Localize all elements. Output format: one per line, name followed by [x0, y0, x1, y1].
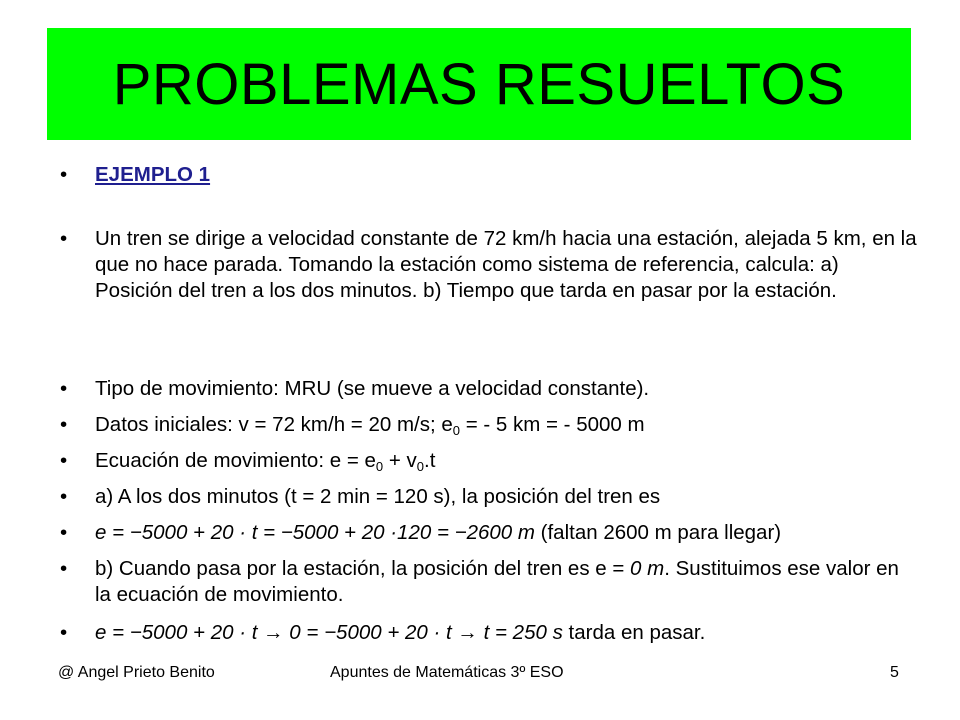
bullet-parte-b	[60, 556, 920, 608]
example-heading: EJEMPLO 1	[95, 163, 211, 186]
bullet-dot: •	[60, 557, 68, 580]
bullet-dot: •	[60, 163, 68, 186]
part-a-text: a) A los dos minutos (t = 2 min = 120 s), la posición del tren es	[95, 485, 661, 508]
bullet-dot: •	[60, 621, 68, 644]
problem-statement: Un tren se dirige a velocidad constante de 72 km/h hacia una estación, alejada 5 km, en la que no hace parada. Tomando la estación como sistema de referencia, calcula: a) Posición del tren a los dos minutos. b) Tiempo que tarda en pasar por la estación.	[95, 227, 917, 302]
bullet-heading	[60, 162, 920, 188]
initial-data: Datos iniciales: v = 72 km/h = 20 m/s; $e_0$ = - 5 km = - 5000 m	[95, 413, 645, 438]
part-b-calculation: e = −5000 + 20 · t → 0 = −5000 + 20 · t → t = 250 s tarda en pasar.	[95, 621, 706, 644]
bullet-parte-a	[60, 484, 920, 510]
movement-type: Tipo de movimiento: MRU (se mueve a velocidad constante).	[95, 377, 650, 400]
footer-page-number: 5	[890, 664, 899, 681]
bullet-ecuacion	[60, 448, 920, 474]
bullet-dot: •	[60, 521, 68, 544]
footer-course: Apuntes de Matemáticas 3º ESO	[330, 664, 564, 681]
motion-equation: Ecuación de movimiento: $e = e_0 + v_0.t$	[95, 449, 436, 474]
footer-author: @ Angel Prieto Benito	[58, 664, 215, 681]
bullet-dot: •	[60, 449, 68, 472]
bullet-dot: •	[60, 485, 68, 508]
bullet-dot: •	[60, 227, 68, 250]
bullet-dot: •	[60, 413, 68, 436]
part-a-calculation: e = −5000 + 20 · t = −5000 + 20 ·120 = −2600 m (faltan 2600 m para llegar)	[95, 521, 782, 544]
bullet-calc-a	[60, 520, 920, 546]
bullet-problem	[60, 226, 920, 304]
slide-title: PROBLEMAS RESUELTOS	[112, 51, 846, 117]
bullet-tipo	[60, 376, 920, 402]
bullet-calc-b	[60, 620, 920, 646]
bullet-datos	[60, 412, 920, 438]
part-b-text: b) Cuando pasa por la estación, la posición del tren es e = 0 m. Sustituimos ese valor en la ecuación de movimiento.	[95, 557, 899, 606]
bullet-dot: •	[60, 377, 68, 400]
title-banner	[47, 28, 911, 140]
